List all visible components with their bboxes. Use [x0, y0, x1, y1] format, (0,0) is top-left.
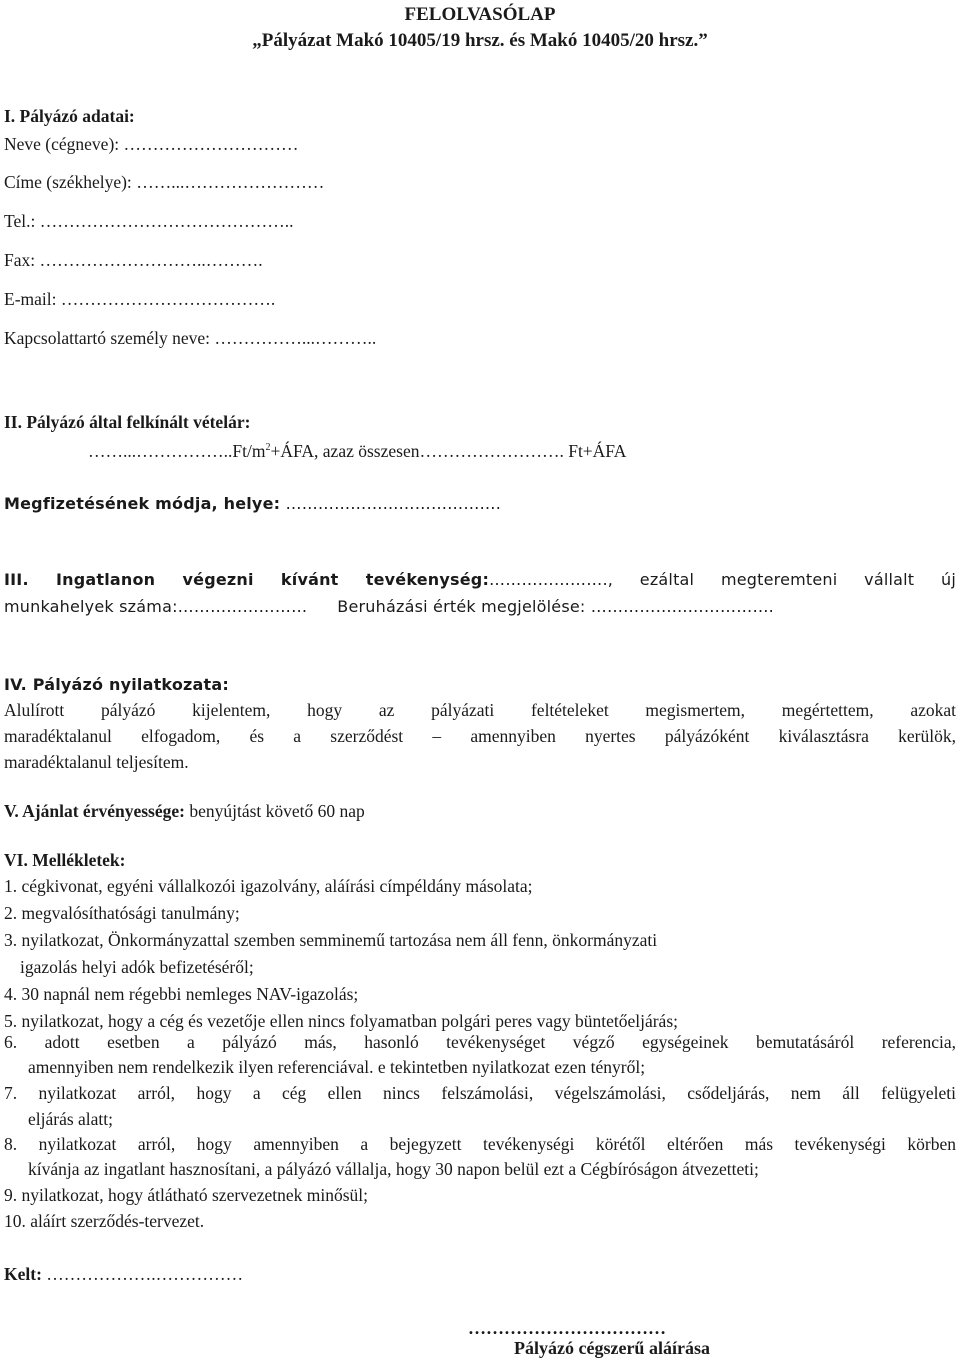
fax-label: Fax: [4, 250, 36, 270]
price-total: +ÁFA, azaz összesen……………………. Ft+ÁFA [270, 441, 627, 461]
attachment-item: 2. megvalósíthatósági tanulmány; [4, 903, 240, 923]
declaration-line-2: maradéktalanul elfogadom, és a szerződést – amennyiben nyertes pályázóként kiválasztásra kerülök, [4, 726, 956, 746]
phone-field [4, 211, 293, 232]
date-line [4, 1264, 243, 1285]
address-field [4, 172, 324, 193]
attachment-item: 9. nyilatkozat, hogy átlátható szervezetnek minősül; [4, 1185, 368, 1205]
email-blank: ………………………………. [56, 289, 276, 309]
attachment-item: 10. aláírt szerződés-tervezet. [4, 1211, 205, 1231]
investment-field: Beruházási érték megjelölése: ……………...……………. [337, 597, 774, 616]
activity-line-1 [4, 570, 956, 589]
activity-blank: …………………., ezáltal megteremteni vállalt új [489, 570, 956, 589]
attachment-item: 6. adott esetben a pályázó más, hasonló tevékenységet végző egységeinek bemutatásáról referencia, [4, 1032, 956, 1052]
fax-blank: ………………………..………. [35, 250, 263, 270]
date-label: Kelt: [4, 1264, 42, 1284]
attachment-item: 7. nyilatkozat arról, hogy a cég ellen nincs felszámolási, végelszámolási, csődeljárás, nem áll felügyeleti [4, 1083, 956, 1103]
price-sup: 2 [265, 442, 271, 454]
payment-blank: ………………...………………. [280, 494, 502, 513]
price-line [88, 441, 626, 462]
phone-label: Tel.: [4, 211, 36, 231]
attachment-item-continuation: eljárás alatt; [28, 1109, 114, 1129]
name-blank: ………………………… [119, 134, 299, 154]
address-blank: ……...…………………… [131, 172, 325, 192]
document-title: FELOLVASÓLAP [404, 4, 556, 25]
section-1-heading: I. Pályázó adatai: [4, 106, 135, 126]
phone-blank: …………………………………….. [35, 211, 294, 231]
attachment-item-continuation: amennyiben nem rendelkezik ilyen referenciával. e tekintetben nyilatkozat ezen tényről; [28, 1057, 646, 1077]
attachment-item: 3. nyilatkozat, Önkormányzattal szemben semminemű tartozása nem áll fenn, önkormányzati [4, 930, 658, 950]
signature-label: Pályázó cégszerű aláírása [514, 1338, 710, 1358]
name-label: Neve (cégneve): [4, 134, 120, 154]
attachment-item: 8. nyilatkozat arról, hogy amennyiben a bejegyzett tevékenységi körétől eltérően más tevékenységi körben [4, 1134, 956, 1154]
date-blank: ……………….…………… [41, 1264, 244, 1284]
document-subtitle: „Pályázat Makó 10405/19 hrsz. és Makó 10405/20 hrsz.” [252, 30, 708, 51]
section-6-heading: VI. Mellékletek: [4, 850, 126, 870]
contact-field [4, 328, 376, 349]
attachment-item: 4. 30 napnál nem régebbi nemleges NAV-igazolás; [4, 984, 359, 1004]
fax-field [4, 250, 263, 271]
signature-line: …………………………… [468, 1318, 666, 1338]
email-field [4, 289, 275, 310]
payment-line [4, 494, 501, 513]
contact-blank: ……………...……….. [210, 328, 377, 348]
validity-value: benyújtást követő 60 nap [184, 801, 365, 821]
email-label: E-mail: [4, 289, 57, 309]
attachment-item: 1. cégkivonat, egyéni vállalkozói igazolvány, aláírási címpéldány másolata; [4, 876, 533, 896]
attachment-item-continuation: igazolás helyi adók befizetéséről; [20, 957, 254, 977]
section-5-heading: V. Ajánlat érvényessége: [4, 801, 185, 821]
activity-line-2 [4, 597, 774, 616]
name-field [4, 134, 299, 155]
declaration-line-3: maradéktalanul teljesítem. [4, 752, 189, 772]
section-4-heading: IV. Pályázó nyilatkozata: [4, 675, 229, 694]
address-label: Címe (székhelye): [4, 172, 132, 192]
contact-label: Kapcsolattartó személy neve: [4, 328, 211, 348]
section-3-heading: III. Ingatlanon végezni kívánt tevékenység: [4, 570, 490, 589]
jobs-field: munkahelyek száma:…………………… [4, 597, 308, 616]
payment-label: Megfizetésének módja, helye: [4, 494, 281, 513]
attachment-item: 5. nyilatkozat, hogy a cég és vezetője ellen nincs folyamatban polgári peres vagy büntetőeljárás; [4, 1011, 678, 1031]
section-2-heading: II. Pályázó által felkínált vételár: [4, 412, 251, 432]
declaration-line-1: Alulírott pályázó kijelentem, hogy az pályázati feltételeket megismertem, megértettem, azokat [4, 700, 956, 720]
price-per-sqm: ……...……………..Ft/m [88, 441, 266, 461]
validity-line [4, 801, 365, 822]
attachment-item-continuation: kívánja az ingatlant hasznosítani, a pályázó vállalja, hogy 30 napon belül ezt a Cégbíróságon átvezetteti; [28, 1159, 759, 1179]
